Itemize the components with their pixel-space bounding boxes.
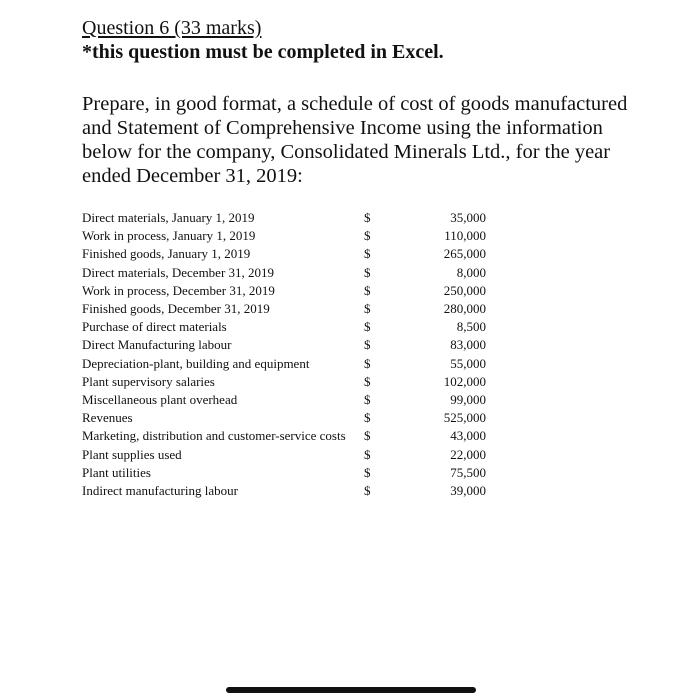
item-value: 250,000 (443, 282, 486, 298)
currency-symbol: $ (364, 337, 371, 353)
currency-symbol: $ (364, 464, 371, 480)
item-value: 22,000 (450, 446, 486, 462)
question-header (82, 16, 662, 64)
item-value: 102,000 (443, 373, 486, 389)
table-row (82, 318, 486, 336)
item-value: 525,000 (443, 410, 486, 426)
item-label: Direct materials, January 1, 2019 (82, 210, 255, 225)
item-label: Finished goods, January 1, 2019 (82, 246, 251, 262)
table-row (82, 227, 486, 245)
table-row (82, 209, 486, 227)
table-row (82, 282, 486, 300)
item-label: Marketing, distribution and customer-service costs (82, 428, 346, 444)
table-row (82, 409, 486, 427)
cost-data-rows (82, 209, 486, 500)
currency-symbol: $ (364, 483, 371, 499)
item-value: 75,500 (450, 464, 486, 480)
item-value: 8,000 (456, 264, 486, 280)
currency-symbol: $ (364, 355, 371, 371)
table-row (82, 336, 486, 354)
item-value: 83,000 (450, 337, 486, 353)
currency-symbol: $ (364, 228, 371, 244)
currency-symbol: $ (364, 319, 371, 335)
item-value: 99,000 (450, 392, 486, 408)
currency-symbol: $ (364, 392, 371, 408)
table-row (82, 427, 486, 445)
currency-symbol: $ (364, 428, 371, 444)
currency-symbol: $ (364, 210, 371, 225)
currency-symbol: $ (364, 246, 371, 262)
item-value: 265,000 (443, 246, 486, 262)
item-label: Plant supervisory salaries (82, 373, 215, 389)
table-row (82, 264, 486, 282)
question-title: Question 6 (33 marks) (82, 17, 262, 39)
table-row (82, 464, 486, 482)
item-value: 35,000 (450, 210, 486, 225)
excel-note: *this question must be completed in Excel. (82, 41, 444, 63)
instructions-paragraph: Prepare, in good format, a schedule of cost of goods manufactured and Statement of Comprehensive Income using the information below for the company, Consolidated Minerals Ltd., for the year ended December 31, 2019: (82, 93, 628, 187)
item-label: Finished goods, December 31, 2019 (82, 301, 270, 317)
currency-symbol: $ (364, 264, 371, 280)
item-label: Depreciation-plant, building and equipment (82, 355, 310, 371)
item-value: 43,000 (450, 428, 486, 444)
currency-symbol: $ (364, 373, 371, 389)
item-label: Plant supplies used (82, 446, 182, 462)
item-value: 55,000 (450, 355, 486, 371)
item-label: Indirect manufacturing labour (82, 483, 238, 499)
table-row (82, 446, 486, 464)
item-label: Work in process, January 1, 2019 (82, 228, 256, 244)
item-label: Direct Manufacturing labour (82, 337, 232, 353)
table-row (82, 391, 486, 409)
cost-data-table (82, 209, 486, 500)
table-row (82, 300, 486, 318)
currency-symbol: $ (364, 446, 371, 462)
item-value: 280,000 (443, 301, 486, 317)
item-label: Work in process, December 31, 2019 (82, 282, 275, 298)
home-indicator-bar (226, 687, 476, 693)
table-row (82, 355, 486, 373)
item-label: Miscellaneous plant overhead (82, 392, 238, 408)
table-row (82, 482, 486, 500)
item-label: Purchase of direct materials (82, 319, 227, 335)
item-label: Direct materials, December 31, 2019 (82, 264, 275, 280)
table-row (82, 373, 486, 391)
item-label: Revenues (82, 410, 133, 426)
item-value: 110,000 (444, 228, 486, 244)
item-value: 39,000 (450, 483, 486, 499)
item-value: 8,500 (456, 319, 486, 335)
item-label: Plant utilities (82, 464, 151, 480)
currency-symbol: $ (364, 301, 371, 317)
currency-symbol: $ (364, 410, 371, 426)
table-row (82, 245, 486, 263)
currency-symbol: $ (364, 282, 371, 298)
